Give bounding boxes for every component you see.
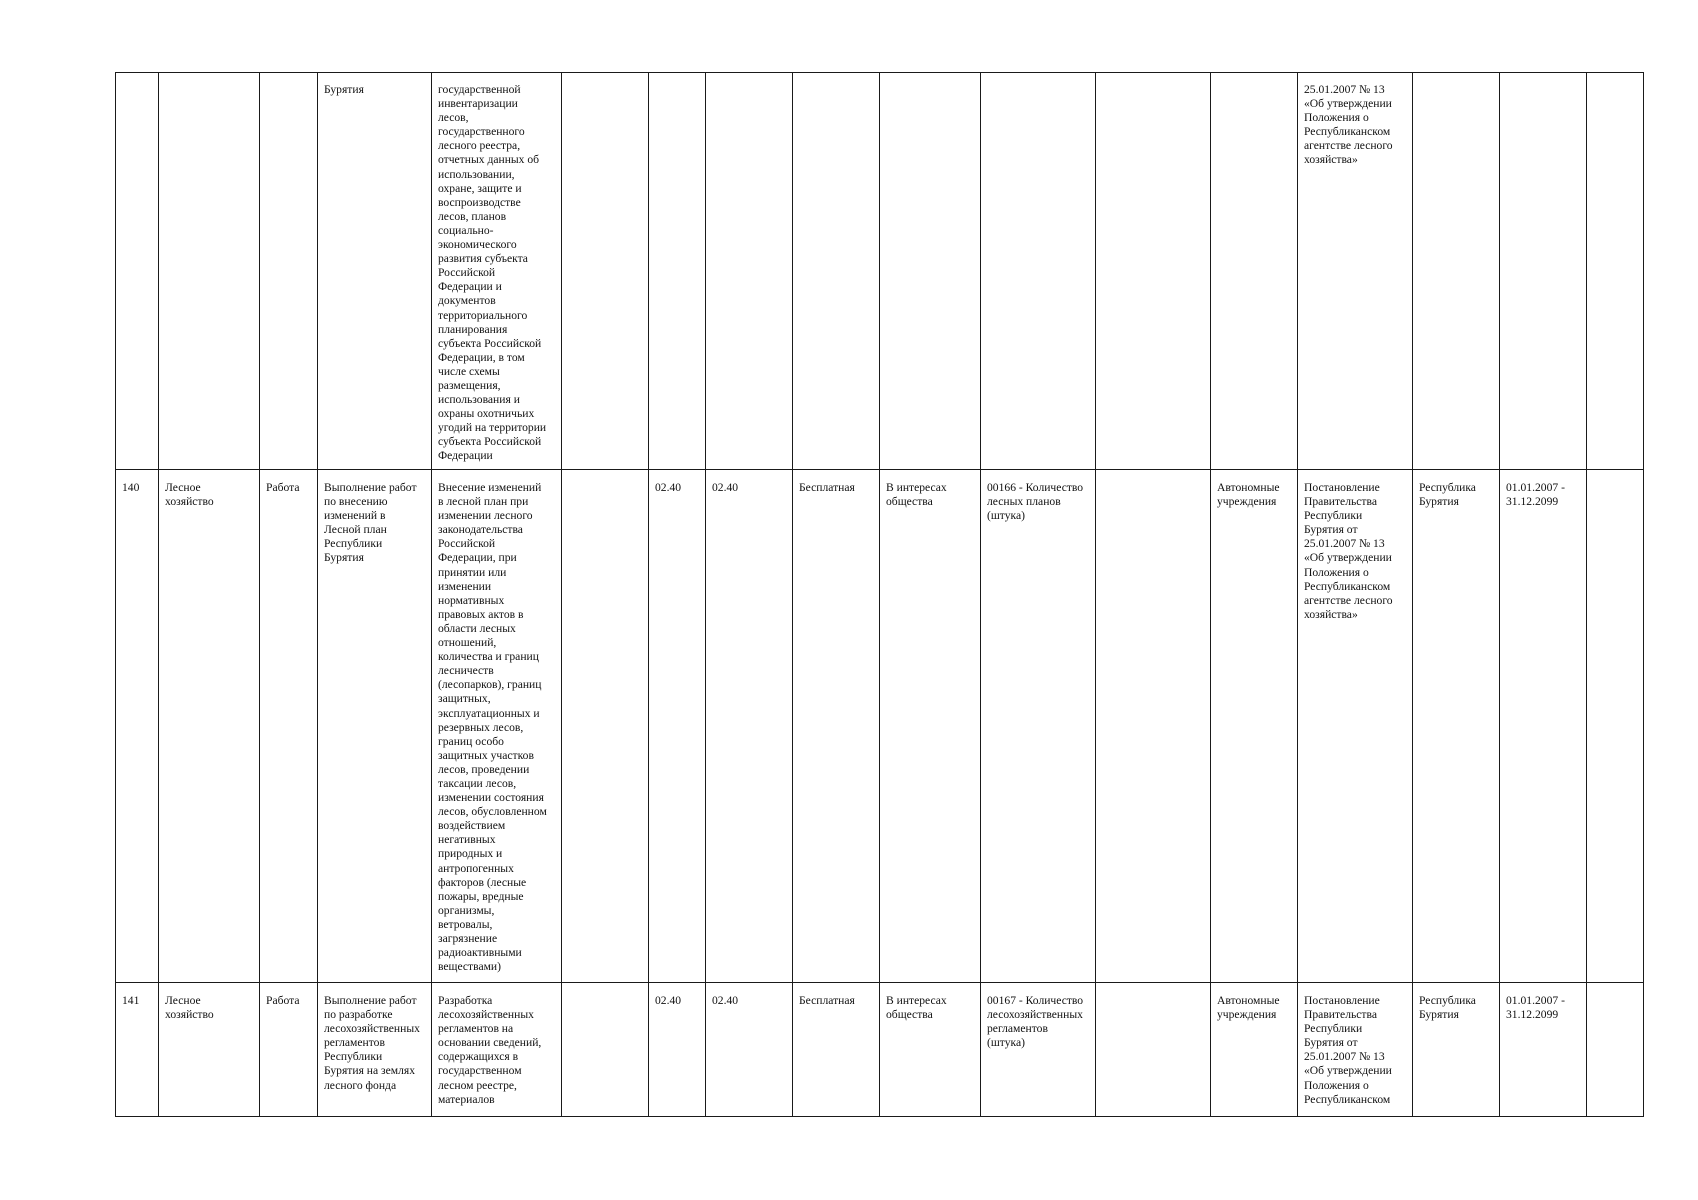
cell-okved-code-2 — [706, 73, 793, 470]
cell-empty — [1096, 983, 1211, 1117]
cell-number — [116, 73, 159, 470]
cell-content: Внесение изменений в лесной план при изменении лесного законодательства Российской Федерации, при принятии или изменении нормативных правовых актов в области лесных отношений, количества и границ лесничеств (лесопарков), границ защитных, эксплуатационных и резервных лесов, границ особо защитных участков лесов, проведении таксации лесов, изменении состояния лесов, обусловленном воздействием негативных природных и антропогенных факторов (лесные пожары, вредные организмы, ветровалы, загрязнение радиоактивными веществами) — [432, 470, 562, 983]
cell-sphere: Лесное хозяйство — [159, 470, 260, 983]
cell-empty — [562, 470, 649, 983]
cell-okved-code: 02.40 — [649, 983, 706, 1117]
cell-indicator: 00167 - Количество лесохозяйственных регламентов (штука) — [981, 983, 1096, 1117]
cell-region — [1413, 73, 1500, 470]
cell-empty — [562, 983, 649, 1117]
cell-legal-basis: 25.01.2007 № 13 «Об утверждении Положения о Республиканском агентстве лесного хозяйства» — [1298, 73, 1413, 470]
cell-empty — [1096, 470, 1211, 983]
table-row-continuation — [116, 73, 1644, 470]
cell-empty — [1587, 470, 1644, 983]
cell-empty — [1096, 73, 1211, 470]
cell-interest — [880, 73, 981, 470]
cell-okved-code-2: 02.40 — [706, 983, 793, 1117]
cell-number: 141 — [116, 983, 159, 1117]
cell-payment-type: Бесплатная — [793, 983, 880, 1117]
cell-service-name: Выполнение работ по внесению изменений в Лесной план Республики Бурятия — [318, 470, 432, 983]
cell-empty — [1587, 73, 1644, 470]
cell-institution-type — [1211, 73, 1298, 470]
cell-period: 01.01.2007 - 31.12.2099 — [1500, 470, 1587, 983]
cell-indicator — [981, 73, 1096, 470]
table-row — [116, 983, 1644, 1117]
cell-interest: В интересах общества — [880, 983, 981, 1117]
services-registry-table — [115, 72, 1644, 1117]
cell-service-name: Выполнение работ по разработке лесохозяйственных регламентов Республики Бурятия на землях лесного фонда — [318, 983, 432, 1117]
cell-content: Разработка лесохозяйственных регламентов на основании сведений, содержащихся в государственном лесном реестре, материалов — [432, 983, 562, 1117]
cell-institution-type: Автономные учреждения — [1211, 470, 1298, 983]
cell-institution-type: Автономные учреждения — [1211, 983, 1298, 1117]
cell-kind — [260, 73, 318, 470]
cell-payment-type — [793, 73, 880, 470]
cell-empty — [562, 73, 649, 470]
cell-legal-basis: Постановление Правительства Республики Бурятия от 25.01.2007 № 13 «Об утверждении Положения о Республиканском — [1298, 983, 1413, 1117]
cell-empty — [1587, 983, 1644, 1117]
cell-service-name: Бурятия — [318, 73, 432, 470]
cell-region: Республика Бурятия — [1413, 470, 1500, 983]
cell-kind: Работа — [260, 983, 318, 1117]
cell-kind: Работа — [260, 470, 318, 983]
cell-legal-basis: Постановление Правительства Республики Бурятия от 25.01.2007 № 13 «Об утверждении Положения о Республиканском агентстве лесного хозяйства» — [1298, 470, 1413, 983]
cell-okved-code-2: 02.40 — [706, 470, 793, 983]
cell-period — [1500, 73, 1587, 470]
cell-sphere: Лесное хозяйство — [159, 983, 260, 1117]
cell-sphere — [159, 73, 260, 470]
cell-indicator: 00166 - Количество лесных планов (штука) — [981, 470, 1096, 983]
cell-number: 140 — [116, 470, 159, 983]
cell-okved-code — [649, 73, 706, 470]
cell-interest: В интересах общества — [880, 470, 981, 983]
table-row — [116, 470, 1644, 983]
cell-okved-code: 02.40 — [649, 470, 706, 983]
cell-content: государственной инвентаризации лесов, государственного лесного реестра, отчетных данных об использовании, охране, защите и воспроизводстве лесов, планов социально- экономического развития субъекта Российской Федерации и документов территориального планирования субъекта Российской Федерации, в том числе схемы размещения, использования и охраны охотничьих угодий на территории субъекта Российской Федерации — [432, 73, 562, 470]
cell-payment-type: Бесплатная — [793, 470, 880, 983]
cell-region: Республика Бурятия — [1413, 983, 1500, 1117]
cell-period: 01.01.2007 - 31.12.2099 — [1500, 983, 1587, 1117]
